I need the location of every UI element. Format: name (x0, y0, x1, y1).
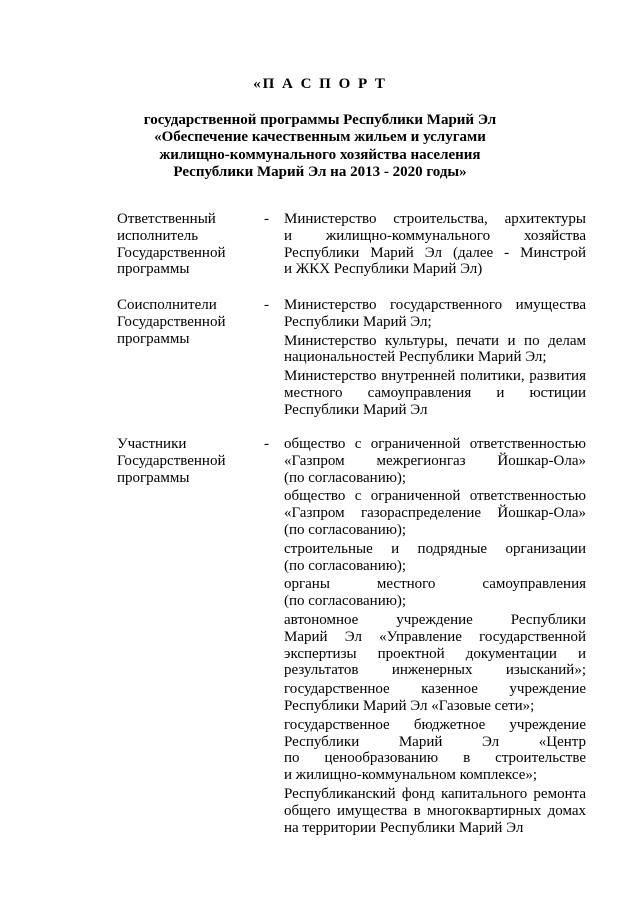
content-paragraph (284, 681, 586, 715)
content-line: Министерство культуры, печати и по делам (284, 332, 586, 349)
label-line: Государственной (117, 244, 226, 261)
content-paragraph (284, 488, 586, 538)
row-label (117, 436, 257, 486)
content-line: результатов инженерных изысканий»; (284, 662, 586, 679)
document-title (0, 76, 640, 182)
label-line: Государственной (117, 452, 226, 469)
content-line: (по согласованию); (284, 521, 407, 538)
title-line: «Обеспечение качественным жильем и услугами (154, 129, 486, 146)
content-line: Республики Марий Эл (далее - Минстрой (284, 244, 586, 261)
content-line: (по согласованию); (284, 469, 407, 486)
label-line: исполнитель (117, 227, 199, 244)
content-line: Республиканский фонд капитального ремонта (284, 785, 586, 802)
content-line: Министерство внутренней политики, развития (284, 368, 586, 385)
content-line: и жилищно-коммунальном комплексе»; (284, 767, 538, 784)
content-line: «Газпром газораспределение Йошкар-Ола» (284, 505, 586, 522)
content-line: общество с ограниченной ответственностью (284, 436, 586, 452)
passport-heading: «П А С П О Р Т (253, 76, 387, 92)
row-content (284, 211, 586, 278)
content-line: и жилищно-коммунального хозяйства (284, 227, 586, 244)
content-line: по ценообразованию в строительстве (284, 750, 586, 767)
row-label (117, 211, 257, 278)
content-paragraph (284, 541, 586, 575)
label-line: Ответственный (117, 211, 216, 227)
title-line: Республики Марий Эл на 2013 - 2020 годы» (173, 164, 467, 181)
content-line: государственное казенное учреждение (284, 681, 586, 698)
title-line: жилищно-коммунального хозяйства населения (159, 146, 481, 163)
label-line: Соисполнители (117, 297, 217, 313)
content-line: Министерство строительства, архитектуры (284, 211, 586, 227)
content-line: Республики Марий Эл «Газовые сети»; (284, 697, 535, 714)
content-paragraph (284, 612, 586, 679)
content-line: Республики Марий Эл (284, 401, 428, 418)
content-line: экспертизы проектной документации и (284, 645, 586, 662)
content-line: Республики Марий Эл; (284, 313, 432, 330)
content-line: (по согласованию); (284, 593, 407, 610)
content-paragraph (284, 717, 586, 784)
content-line: строительные и подрядные организации (284, 540, 586, 557)
content-line: местного самоуправления и юстиции (284, 384, 586, 401)
content-line: «Газпром межрегионгаз Йошкар-Ола» (284, 452, 586, 469)
content-line: органы местного самоуправления (284, 576, 586, 593)
content-line: Республики Марий Эл «Центр (284, 733, 586, 750)
content-line: государственное бюджетное учреждение (284, 716, 586, 733)
row-dash: - (264, 436, 269, 452)
content-paragraph (284, 211, 586, 278)
content-line: автономное учреждение Республики (284, 611, 586, 628)
title-line: государственной программы Республики Марий Эл (143, 111, 497, 128)
label-line: программы (117, 330, 190, 347)
content-line: национальностей Республики Марий Эл; (284, 349, 547, 366)
content-line: общество с ограниченной ответственностью (284, 488, 586, 505)
row-dash: - (264, 211, 269, 227)
content-line: на территории Республики Марий Эл (284, 819, 524, 836)
content-line: Марий Эл «Управление государственной (284, 628, 586, 645)
content-paragraph (284, 297, 586, 331)
label-line: программы (117, 261, 190, 278)
label-line: Участники (117, 436, 187, 452)
content-line: (по согласованию); (284, 557, 407, 574)
content-line: общего имущества в многоквартирных домах (284, 802, 586, 819)
content-line: Министерство государственного имущества (284, 297, 586, 313)
content-paragraph (284, 576, 586, 610)
label-line: программы (117, 469, 190, 486)
content-paragraph (284, 786, 586, 836)
row-content (284, 436, 586, 836)
label-line: Государственной (117, 313, 226, 330)
row-label (117, 297, 257, 347)
content-paragraph (284, 333, 586, 367)
content-line: и ЖКХ Республики Марий Эл) (284, 261, 483, 278)
content-paragraph (284, 436, 586, 486)
row-dash: - (264, 297, 269, 313)
row-content (284, 297, 586, 419)
content-paragraph (284, 368, 586, 418)
